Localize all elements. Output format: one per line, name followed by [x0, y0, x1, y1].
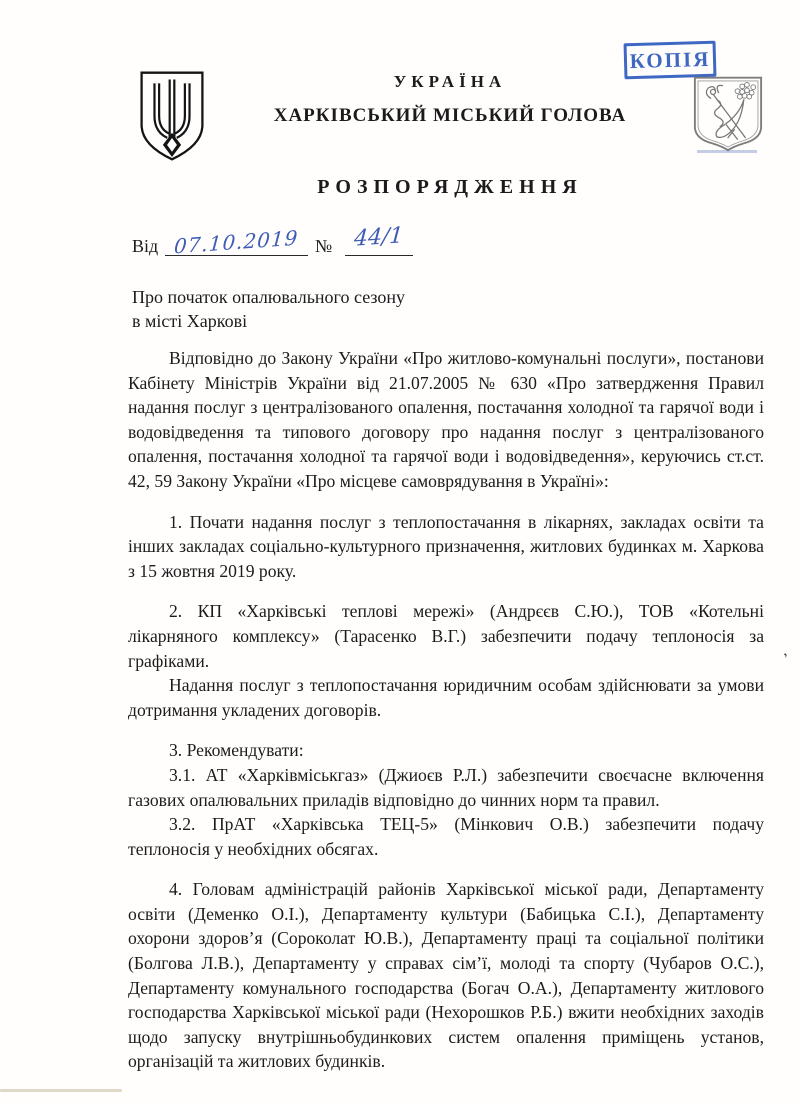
copy-stamp-label: КОПІЯ: [629, 46, 711, 73]
document-body: [128, 346, 764, 1074]
date-field: [165, 225, 308, 259]
body-paragraph-item-2-cont: Надання послуг з теплопостачання юридичним особам здійснювати за умови дотримання укладених договорів.: [128, 675, 764, 720]
date-label: Від: [132, 236, 159, 256]
body-paragraph-intro: Відповідно до Закону України «Про житлово-комунальні послуги», постанови Кабінету Міністрів України від 21.07.2005 № 630 «Про затвердження Правил надання послуг з централізованого опалення, постачання холодної та гарячої води і водовідведення та типового договору про надання послуг з централізованого опалення, постачання холодної та гарячої води і водовідведення», керуючись ст.ст. 42, 59 Закону України «Про місцеве самоврядування в Україні»:: [128, 348, 764, 491]
kharkiv-coat-of-arms-icon: [687, 74, 769, 154]
scan-speck: ’: [781, 650, 793, 668]
subject-block: [132, 286, 405, 333]
body-paragraph-item-2: 2. КП «Харківські теплові мережі» (Андрєєв С.Ю.), ТОВ «Котельні лікарняного комплексу» (Тарасенко В.Г.) забезпечити подачу теплоносія за графіками.: [128, 601, 764, 671]
body-paragraph-item-1: 1. Почати надання послуг з теплопостачання в лікарнях, закладах освіти та інших закладах соціально-культурного призначення, житлових будинках м. Харкова з 15 жовтня 2019 року.: [128, 511, 764, 581]
scan-edge-line: [0, 1089, 122, 1092]
authority-title: ХАРКІВСЬКИЙ МІСЬКИЙ ГОЛОВА: [273, 105, 627, 126]
scan-smudge: [697, 150, 757, 153]
document-header: [215, 0, 685, 127]
handwritten-date: 07.10.2019: [173, 225, 300, 259]
body-paragraph-item-3: 3. Рекомендувати:: [169, 740, 304, 761]
country-title: УКРАЇНА: [393, 72, 507, 91]
ukraine-trident-icon: [134, 70, 210, 162]
subject-line-1: Про початок опалювального сезону: [132, 287, 406, 307]
subject-line-2: в місті Харкові: [132, 310, 248, 331]
document-type-title: РОЗПОРЯДЖЕННЯ: [317, 176, 583, 198]
number-label: №: [315, 236, 333, 256]
body-paragraph-item-3-2: 3.2. ПрАТ «Харківська ТЕЦ-5» (Мінкович О.В.) забезпечити подачу теплоносія у необхідних обсягах.: [128, 814, 764, 859]
body-paragraph-item-3-1: 3.1. АТ «Харківміськгаз» (Джиоєв Р.Л.) забезпечити своєчасне включення газових опалювальних приладів відповідно до чинних норм та правил.: [128, 764, 764, 810]
number-field: [345, 223, 413, 256]
handwritten-number: 44/1: [353, 223, 405, 252]
body-paragraph-item-4: 4. Головам адміністрацій районів Харківської міської ради, Департаменту освіти (Деменко О.І.), Департаменту культури (Бабицька С.І.), Департаменту охорони здоров’я (Сороколат Ю.В.), Департаменту праці та соціальної політики (Болгова Л.В.), Департаменту у справах сім’ї, молоді та спорту (Чубаров О.С.), Департаменту комунального господарства (Богач О.А.), Департаменту житлового господарства Харківської міської ради (Нехорошков Р.Б.) вжити необхідних заходів щодо запуску внутрішньобудинкових систем опалення приміщень установ, організацій та житлових будинків.: [128, 879, 764, 1072]
